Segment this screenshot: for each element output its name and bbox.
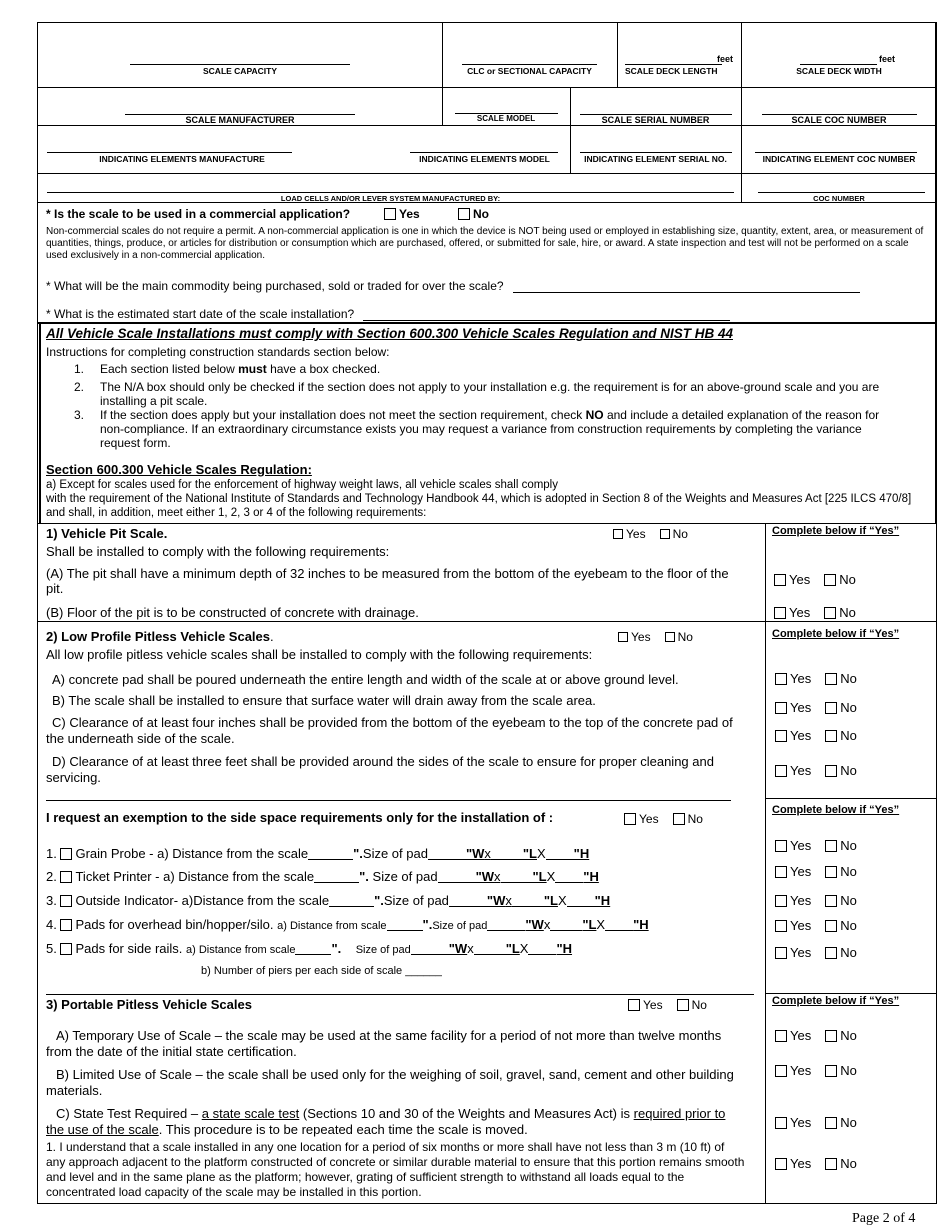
lowprofile-req-a: A) concrete pad shall be poured underneath the entire length and width of the scale at or above ground level. bbox=[52, 672, 679, 687]
instruction-num-3: 3. bbox=[74, 408, 85, 422]
outside-indicator-distance[interactable] bbox=[329, 894, 374, 907]
grain-probe-no-checkbox[interactable] bbox=[825, 840, 837, 852]
pit-a-yes-no: Yes No bbox=[774, 572, 856, 587]
indicating-coc-label: INDICATING ELEMENT COC NUMBER bbox=[762, 154, 916, 164]
grain-probe-checkbox[interactable] bbox=[60, 848, 72, 860]
side-rails-distance[interactable] bbox=[295, 942, 331, 955]
deck-width-label: SCALE DECK WIDTH bbox=[796, 66, 882, 76]
portable-c-yes-checkbox[interactable] bbox=[775, 1117, 787, 1129]
commodity-question: * What will be the main commodity being purchased, sold or traded for over the scale? bbox=[46, 279, 504, 293]
pit-a-no-checkbox[interactable] bbox=[824, 574, 836, 586]
exemption-complete-header: Complete below if “Yes” bbox=[772, 804, 900, 816]
scale-manufacturer-label: SCALE MANUFACTURER bbox=[185, 115, 295, 125]
indicating-serial-label: INDICATING ELEMENT SERIAL NO. bbox=[584, 154, 727, 164]
overhead-bin-distance[interactable] bbox=[387, 918, 423, 931]
portable-b-no-checkbox[interactable] bbox=[825, 1065, 837, 1077]
portable-no-checkbox[interactable] bbox=[677, 999, 689, 1011]
pit-title: 1) Vehicle Pit Scale. bbox=[46, 526, 168, 541]
exemption-no-checkbox[interactable] bbox=[673, 813, 685, 825]
non-commercial-note: Non-commercial scales do not require a permit. A non-commercial application is one in which the device is NOT being used or employed in establishing size, quantity, extent, area, or measurement of quantities, things, produce, or articles for distribution or consumption which are purchased, offered, or submitted for sale, hire, or award. A state inspection and test will not be performed on a scale used exclusively in a non-commercial application. bbox=[46, 226, 924, 261]
lowprofile-yes-no: Yes No bbox=[618, 630, 693, 644]
portable-req-c: C) State Test Required – a state scale test (Sections 10 and 30 of the Weights and Measures Act) is required prior to the use of the scale. This procedure is to be repeated each time the scale is moved. bbox=[46, 1106, 726, 1137]
lowprofile-d-yes-no: Yes No bbox=[775, 763, 857, 778]
commercial-no-label: No bbox=[473, 207, 489, 221]
scale-serial-label: SCALE SERIAL NUMBER bbox=[601, 115, 710, 125]
instruction-2: The N/A box should only be checked if the section does not apply to your installation e.g. the requirement is for an above-ground scale and you are installing a pit scale. bbox=[100, 380, 880, 408]
lowprofile-c-yes-no: Yes No bbox=[775, 728, 857, 743]
clc-label: CLC or SECTIONAL CAPACITY bbox=[467, 66, 592, 76]
exemption-item-4: 4. Pads for overhead bin/hopper/silo. a) Distance from scale ".Size of pad "Wx "LX "H bbox=[46, 917, 649, 932]
coc-number-label: COC NUMBER bbox=[813, 194, 865, 203]
exemption-title: I request an exemption to the side space requirements only for the installation of : bbox=[46, 810, 554, 825]
grain-probe-yes-checkbox[interactable] bbox=[775, 840, 787, 852]
indicating-model-label: INDICATING ELEMENTS MODEL bbox=[419, 154, 550, 164]
load-cells-label: LOAD CELLS AND/OR LEVER SYSTEM MANUFACTURED BY: bbox=[280, 194, 501, 203]
exemption-item-5: 5. Pads for side rails. a) Distance from scale ". Size of pad "Wx "LX "H bbox=[46, 941, 573, 956]
lowprofile-title: 2) Low Profile Pitless Vehicle Scales. bbox=[46, 629, 274, 644]
lowprofile-req-b: B) The scale shall be installed to ensure that surface water will drain away from the scale area. bbox=[52, 693, 596, 708]
overhead-bin-no-checkbox[interactable] bbox=[825, 920, 837, 932]
side-rails-yes-checkbox[interactable] bbox=[775, 947, 787, 959]
overhead-bin-yes-checkbox[interactable] bbox=[775, 920, 787, 932]
instruction-1: Each section listed below must have a box checked. bbox=[100, 362, 381, 376]
commercial-no-checkbox[interactable] bbox=[458, 208, 470, 220]
lowprofile-c-yes-checkbox[interactable] bbox=[775, 730, 787, 742]
portable-d-yes-no: Yes No bbox=[775, 1156, 857, 1171]
portable-title: 3) Portable Pitless Vehicle Scales bbox=[46, 997, 252, 1012]
ticket-printer-yes-no: Yes No bbox=[775, 864, 857, 879]
exemption-yes-no: Yes No bbox=[624, 812, 703, 826]
pit-req-b: (B) Floor of the pit is to be constructed of concrete with drainage. bbox=[46, 605, 419, 620]
scale-model-label: SCALE MODEL bbox=[476, 114, 536, 123]
side-rails-yes-no: Yes No bbox=[775, 945, 857, 960]
portable-d-no-checkbox[interactable] bbox=[825, 1158, 837, 1170]
side-rails-no-checkbox[interactable] bbox=[825, 947, 837, 959]
exemption-item-1: 1. Grain Probe - a) Distance from the scale ".Size of pad "Wx "LX "H bbox=[46, 846, 590, 861]
ticket-printer-yes-checkbox[interactable] bbox=[775, 866, 787, 878]
scale-capacity-label: SCALE CAPACITY bbox=[203, 66, 277, 76]
compliance-heading: All Vehicle Scale Installations must comply with Section 600.300 Vehicle Scales Regulation and NIST HB 44 bbox=[46, 326, 733, 341]
scale-coc-label: SCALE COC NUMBER bbox=[791, 115, 887, 125]
lowprofile-b-yes-checkbox[interactable] bbox=[775, 702, 787, 714]
exemption-item-3: 3. Outside Indicator- a)Distance from the scale ".Size of pad "Wx "LX "H bbox=[46, 893, 611, 908]
outside-indicator-yes-no: Yes No bbox=[775, 893, 857, 908]
pit-b-no-checkbox[interactable] bbox=[824, 607, 836, 619]
portable-b-yes-no: Yes No bbox=[775, 1063, 857, 1078]
overhead-bin-checkbox[interactable] bbox=[60, 919, 72, 931]
portable-yes-no: Yes No bbox=[628, 998, 707, 1012]
pit-a-yes-checkbox[interactable] bbox=[774, 574, 786, 586]
lowprofile-req-c: C) Clearance of at least four inches shall be provided from the bottom of the eyebeam to the top of the concrete pad of the underneath side of the scale. bbox=[46, 715, 733, 746]
portable-a-yes-checkbox[interactable] bbox=[775, 1030, 787, 1042]
page-number: Page 2 of 4 bbox=[852, 1211, 916, 1226]
pit-yes-checkbox[interactable] bbox=[613, 529, 623, 539]
feet-label-2: feet bbox=[878, 54, 895, 64]
portable-c-no-checkbox[interactable] bbox=[825, 1117, 837, 1129]
ticket-printer-distance[interactable] bbox=[314, 870, 359, 883]
commercial-yes-checkbox[interactable] bbox=[384, 208, 396, 220]
outside-indicator-yes-checkbox[interactable] bbox=[775, 895, 787, 907]
lowprofile-req-d: D) Clearance of at least three feet shall be provided around the sides of the scale to ensure for proper cleaning and servicing. bbox=[46, 754, 714, 785]
lowprofile-a-no-checkbox[interactable] bbox=[825, 673, 837, 685]
portable-req-a: A) Temporary Use of Scale – the scale may be used at the same facility for a period of not more than twelve months from the date of the initial state certification. bbox=[46, 1028, 722, 1059]
lowprofile-d-no-checkbox[interactable] bbox=[825, 765, 837, 777]
portable-yes-checkbox[interactable] bbox=[628, 999, 640, 1011]
portable-c-yes-no: Yes No bbox=[775, 1115, 857, 1130]
portable-a-yes-no: Yes No bbox=[775, 1028, 857, 1043]
instruction-3: If the section does apply but your installation does not meet the section requirement, check NO and include a detailed explanation of the reason for non-compliance. If an extraordinary circumstance exists you may request a variance from construction requirements by completing the variance request form. bbox=[100, 408, 880, 450]
lowprofile-no-checkbox[interactable] bbox=[665, 632, 675, 642]
piers-count: b) Number of piers per each side of scale ______ bbox=[201, 965, 442, 977]
commodity-input[interactable] bbox=[513, 292, 860, 293]
pit-b-yes-no: Yes No bbox=[774, 605, 856, 620]
commercial-yes-label: Yes bbox=[399, 207, 420, 221]
instruction-num-2: 2. bbox=[74, 380, 85, 394]
commercial-question: * Is the scale to be used in a commercial application? bbox=[46, 207, 351, 221]
portable-b-yes-checkbox[interactable] bbox=[775, 1065, 787, 1077]
ticket-printer-checkbox[interactable] bbox=[60, 871, 72, 883]
portable-req-b: B) Limited Use of Scale – the scale shall be used only for the weighing of soil, gravel, sand, cement and other building materials. bbox=[46, 1067, 734, 1098]
pit-complete-header: Complete below if “Yes” bbox=[772, 525, 900, 537]
portable-d-yes-checkbox[interactable] bbox=[775, 1158, 787, 1170]
lowprofile-complete-header: Complete below if “Yes” bbox=[772, 628, 900, 640]
pit-b-yes-checkbox[interactable] bbox=[774, 607, 786, 619]
lowprofile-sub: All low profile pitless vehicle scales shall be installed to comply with the following requirements: bbox=[46, 647, 593, 662]
instructions-intro: Instructions for completing construction standards section below: bbox=[46, 345, 390, 359]
portable-a-no-checkbox[interactable] bbox=[825, 1030, 837, 1042]
exemption-item-2: 2. Ticket Printer - a) Distance from the scale ". Size of pad "Wx "LX "H bbox=[46, 869, 599, 884]
regulation-text: a) Except for scales used for the enforcement of highway weight laws, all vehicle scales shall comply with the requirement of the National Institute of Standards and Technology Handbook 44, which is adopted in Section 8 of the Weights and Measures Act [225 ILCS 470/8] and shall, in addition, meet either 1, 2, 3 or 4 of the following requirements: bbox=[46, 479, 912, 519]
pit-no-checkbox[interactable] bbox=[660, 529, 670, 539]
outside-indicator-checkbox[interactable] bbox=[60, 895, 72, 907]
side-rails-checkbox[interactable] bbox=[60, 943, 72, 955]
lowprofile-yes-checkbox[interactable] bbox=[618, 632, 628, 642]
pit-req-a: (A) The pit shall have a minimum depth of 32 inches to be measured from the bottom of the eyebeam to the floor of the pit. bbox=[46, 566, 729, 596]
exemption-yes-checkbox[interactable] bbox=[624, 813, 636, 825]
regulation-heading: Section 600.300 Vehicle Scales Regulation: bbox=[46, 462, 312, 477]
start-date-input[interactable] bbox=[363, 320, 730, 321]
grain-probe-yes-no: Yes No bbox=[775, 838, 857, 853]
lowprofile-a-yes-no: Yes No bbox=[775, 671, 857, 686]
pit-sub: Shall be installed to comply with the following requirements: bbox=[46, 544, 390, 559]
start-date-question: * What is the estimated start date of the scale installation? bbox=[46, 307, 355, 321]
grain-probe-width[interactable] bbox=[428, 847, 466, 860]
pit-yes-no: Yes No bbox=[613, 527, 688, 541]
lowprofile-b-yes-no: Yes No bbox=[775, 700, 857, 715]
outside-indicator-no-checkbox[interactable] bbox=[825, 895, 837, 907]
overhead-bin-yes-no: Yes No bbox=[775, 918, 857, 933]
indicating-manufacture-label: INDICATING ELEMENTS MANUFACTURE bbox=[99, 154, 265, 164]
feet-label-1: feet bbox=[716, 54, 733, 64]
lowprofile-c-no-checkbox[interactable] bbox=[825, 730, 837, 742]
lowprofile-d-yes-checkbox[interactable] bbox=[775, 765, 787, 777]
deck-length-label: SCALE DECK LENGTH bbox=[625, 66, 718, 76]
lowprofile-a-yes-checkbox[interactable] bbox=[775, 673, 787, 685]
instruction-num-1: 1. bbox=[74, 362, 85, 376]
grain-probe-distance[interactable] bbox=[308, 847, 353, 860]
ticket-printer-no-checkbox[interactable] bbox=[825, 866, 837, 878]
portable-req-d: 1. I understand that a scale installed in any one location for a period of six months or more shall have not less than 3 m (10 ft) of any approach adjacent to the platform constructed of concrete or similar durable material to ensure that this portion remains smooth and level and in the same plane as the platform; however, grating of sufficient strength to withstand all loads equal to the concentrated load capacity of the scale may be installed in this portion. bbox=[46, 1140, 745, 1199]
lowprofile-b-no-checkbox[interactable] bbox=[825, 702, 837, 714]
portable-complete-header: Complete below if “Yes” bbox=[772, 995, 900, 1007]
